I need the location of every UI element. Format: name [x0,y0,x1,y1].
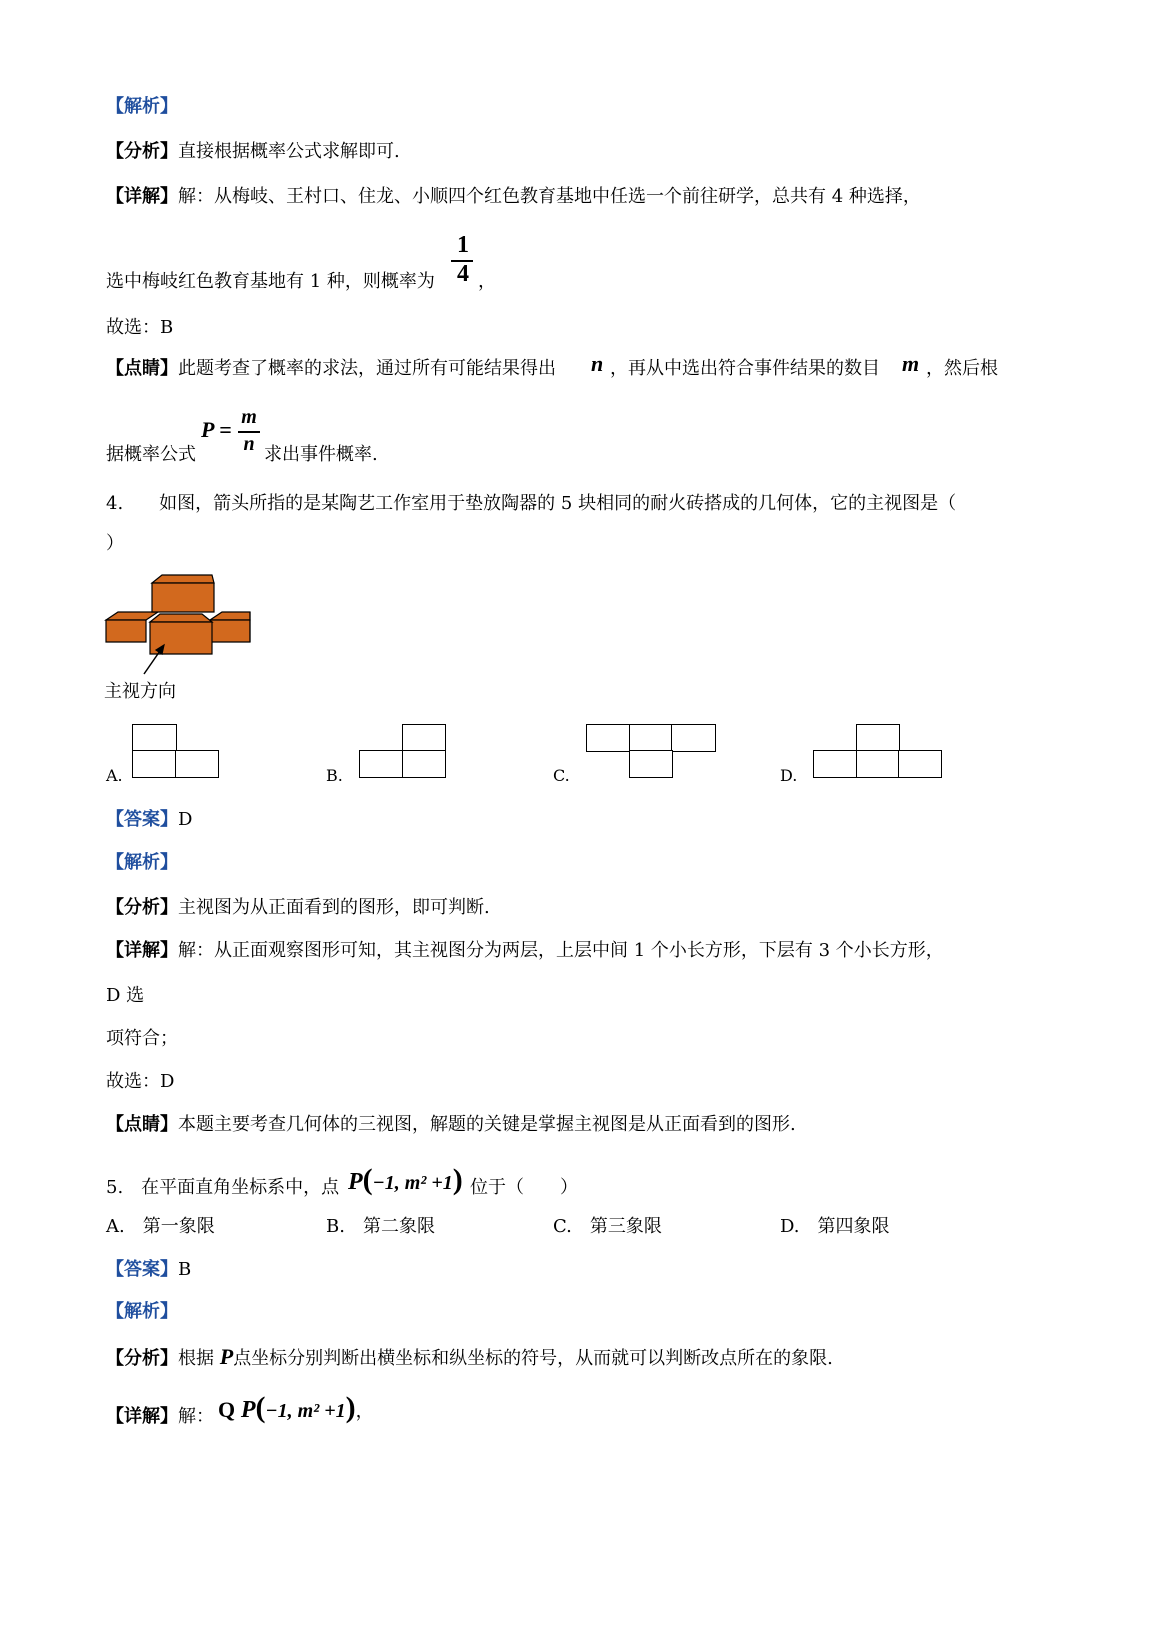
point-coords: −1, m² +1 [265,1400,346,1422]
question-5-stem-b: 位于（ ） [470,1177,578,1198]
comment-text-1c: ，然后根 [926,358,998,379]
brick-top-face [152,575,214,583]
detail-tag: 【详解】 [106,1406,178,1427]
q5-option-c[interactable]: C. 第三象限 [553,1216,662,1237]
analysis-line [106,140,400,164]
detail-comma: ， [355,1401,374,1422]
option-b-label[interactable]: B. [326,766,343,785]
detail-text-1: 解：从梅岐、王村口、住龙、小顺四个红色教育基地中任选一个前往研学，总共有 4 种选择， [178,186,921,207]
choose-answer: 故选：B [106,317,174,338]
q4-detail-line-1 [106,939,944,963]
option-d-cell [813,750,858,778]
analysis-text-a: 根据 [178,1348,214,1369]
analysis-tag: 【分析】 [106,141,178,162]
formula-numerator: m [241,406,257,428]
option-c-cell [629,724,673,752]
option-c-cell [586,724,631,752]
comment-line-1 [106,357,556,381]
option-d-cell [898,750,942,778]
analysis-heading: 【解析】 [106,96,178,117]
point-p: P [240,1397,256,1423]
detail-line-2: 选中梅岐红色教育基地有 1 种，则概率为 [106,271,435,292]
analysis-text: 主视图为从正面看到的图形，即可判断. [178,897,490,918]
brick-front-face [210,620,250,642]
brick-top-face [106,612,158,620]
option-d-cell [856,750,900,778]
option-b-cell [402,750,446,778]
detail-text: 解： [178,1406,214,1427]
comma: ， [478,271,496,292]
q5-detail-line [106,1405,214,1429]
view-direction-label: 主视方向 [104,681,176,702]
q4-detail-line-3: 项符合； [106,1028,178,1049]
detail-text-1: 解：从正面观察图形可知，其主视图分为两层，上层中间 1 个小长方形，下层有 3 个小长方形， [178,940,944,961]
q4-answer-line [106,808,192,832]
analysis-text: 直接根据概率公式求解即可. [178,141,400,162]
answer-value: B [178,1259,192,1280]
q5-analysis-heading: 【解析】 [106,1301,178,1322]
option-d-cell [856,724,900,752]
q5-option-d[interactable]: D. 第四象限 [780,1216,890,1237]
q4-comment-line [106,1113,796,1137]
comment-tag: 【点睛】 [106,1114,178,1135]
q4-detail-line-2: D 选 [106,985,145,1006]
comment-text-1a: 此题考查了概率的求法，通过所有可能结果得出 [178,358,556,379]
detail-line-1 [106,185,921,209]
brick-top-face [210,612,250,620]
question-4-stem: 4. 如图，箭头所指的是某陶艺工作室用于垫放陶器的 5 块相同的耐火砖搭成的几何体，它的主视图是（ [106,493,957,514]
option-c-label[interactable]: C. [553,766,570,785]
right-paren: ) [345,1391,356,1424]
option-d-label[interactable]: D. [780,766,798,785]
right-paren: ) [452,1163,463,1196]
point-p: P [348,1169,363,1195]
q4-choose-answer: 故选：D [106,1071,175,1092]
q4-analysis-line [106,896,490,920]
option-a-cell [132,750,177,778]
question-4-stem-close: ） [106,533,124,554]
var-n: n [591,351,604,376]
q5-answer-line [106,1258,191,1282]
detail-tag: 【详解】 [106,186,178,207]
question-5-point [348,1160,463,1200]
formula-p: P = [201,417,232,442]
analysis-p: P [219,1344,234,1369]
option-a-cell [175,750,219,778]
comment-text-2a: 据概率公式 [106,444,196,465]
option-c-cell [671,724,716,752]
q5-detail-math [218,1388,374,1428]
option-b-cell [359,750,404,778]
q5-option-a[interactable]: A. 第一象限 [106,1216,215,1237]
option-a-cell [132,724,177,752]
analysis-tag: 【分析】 [106,897,178,918]
because-symbol: Q [218,1397,236,1422]
answer-tag: 【答案】 [106,1259,178,1280]
brick-front-face [106,620,146,642]
detail-tag: 【详解】 [106,940,178,961]
comment-text: 本题主要考查几何体的三视图，解题的关键是掌握主视图是从正面看到的图形. [178,1114,796,1135]
comment-text-1b: ，再从中选出符合事件结果的数目 [610,358,880,379]
answer-value: D [178,809,193,830]
option-b-cell [402,724,446,752]
analysis-tag: 【分析】 [106,1348,178,1369]
brick-top-face [150,614,212,622]
option-c-cell [629,750,673,778]
analysis-text-b: 点坐标分别判断出横坐标和纵坐标的符号，从而就可以判断改点所在的象限. [233,1348,833,1369]
point-coords: −1, m² +1 [372,1172,453,1194]
answer-tag: 【答案】 [106,809,178,830]
q5-analysis-line [106,1345,833,1371]
q4-analysis-heading: 【解析】 [106,852,178,873]
comment-text-2b: 求出事件概率. [264,444,378,465]
comment-tag: 【点睛】 [106,358,178,379]
left-paren: ( [255,1391,266,1424]
left-paren: ( [362,1163,373,1196]
fraction-numerator: 1 [457,232,469,258]
question-5-stem-a: 5. 在平面直角坐标系中，点 [106,1177,340,1198]
formula-denominator: n [243,433,255,455]
var-m: m [902,351,920,376]
bricks-figure [100,570,260,685]
option-a-label[interactable]: A. [106,766,123,785]
q5-option-b[interactable]: B. 第二象限 [326,1216,435,1237]
brick-front-face [152,583,214,612]
fraction-denominator: 4 [457,261,469,287]
